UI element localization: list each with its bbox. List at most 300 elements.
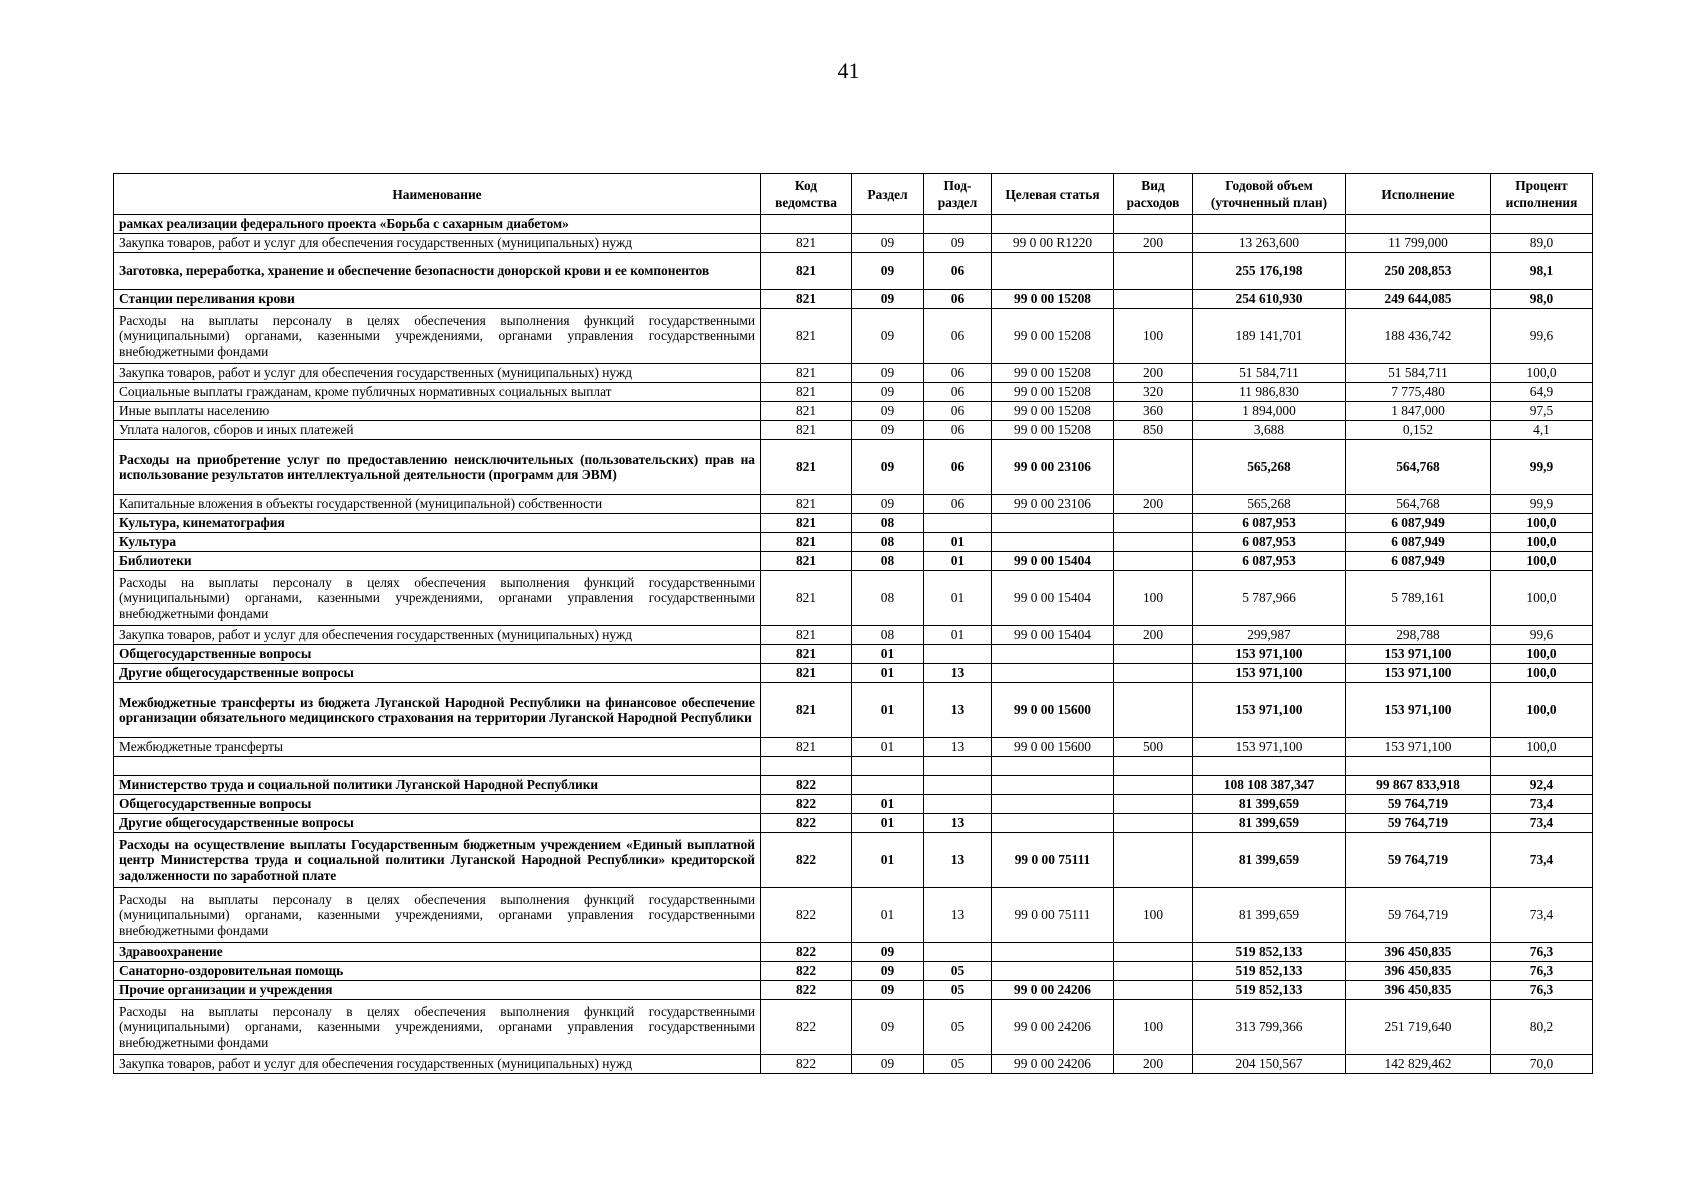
cell-ved: 821: [761, 364, 852, 383]
cell-pct: 100,0: [1491, 533, 1593, 552]
table-row: [114, 888, 1593, 943]
cell-csr: 99 0 00 75111: [992, 833, 1114, 888]
cell-vr: [1114, 757, 1193, 776]
cell-name: Иные выплаты населению: [114, 402, 761, 421]
cell-razdel: 09: [852, 962, 924, 981]
table-row: [114, 943, 1593, 962]
table-row: [114, 514, 1593, 533]
cell-razdel: 01: [852, 814, 924, 833]
cell-vr: 200: [1114, 1055, 1193, 1074]
cell-csr: 99 0 00 24206: [992, 1055, 1114, 1074]
cell-razdel: 09: [852, 309, 924, 364]
cell-vr: [1114, 776, 1193, 795]
cell-razdel: 01: [852, 683, 924, 738]
cell-fact: 59 764,719: [1346, 888, 1491, 943]
cell-podrazdel: 06: [924, 290, 992, 309]
cell-ved: [761, 757, 852, 776]
cell-vr: 320: [1114, 383, 1193, 402]
table-row: [114, 533, 1593, 552]
cell-pct: 64,9: [1491, 383, 1593, 402]
cell-ved: 822: [761, 814, 852, 833]
table-row: [114, 421, 1593, 440]
cell-razdel: 09: [852, 421, 924, 440]
cell-fact: 51 584,711: [1346, 364, 1491, 383]
cell-name: Закупка товаров, работ и услуг для обеспечения государственных (муниципальных) нужд: [114, 234, 761, 253]
cell-razdel: 09: [852, 253, 924, 290]
cell-plan: 565,268: [1193, 495, 1346, 514]
cell-podrazdel: 13: [924, 888, 992, 943]
cell-ved: 821: [761, 421, 852, 440]
cell-csr: [992, 514, 1114, 533]
table-row: [114, 364, 1593, 383]
cell-razdel: 08: [852, 533, 924, 552]
cell-pct: 73,4: [1491, 795, 1593, 814]
cell-fact: 99 867 833,918: [1346, 776, 1491, 795]
cell-csr: 99 0 00 15404: [992, 552, 1114, 571]
cell-podrazdel: [924, 943, 992, 962]
cell-name: Расходы на выплаты персоналу в целях обеспечения выполнения функций государственными (муниципальными) органами, казенными учреждениями, органами управления государственными внебюджетными фондами: [114, 571, 761, 626]
cell-pct: 100,0: [1491, 364, 1593, 383]
budget-execution-table: [113, 173, 1593, 1074]
table-row: [114, 290, 1593, 309]
cell-fact: [1346, 215, 1491, 234]
cell-csr: 99 0 00 24206: [992, 981, 1114, 1000]
cell-plan: [1193, 215, 1346, 234]
cell-name: Прочие организации и учреждения: [114, 981, 761, 1000]
cell-plan: 313 799,366: [1193, 1000, 1346, 1055]
cell-razdel: 09: [852, 364, 924, 383]
cell-csr: [992, 757, 1114, 776]
cell-pct: [1491, 757, 1593, 776]
cell-vr: 200: [1114, 626, 1193, 645]
table-row: [114, 757, 1593, 776]
header-csr: Целевая статья: [992, 174, 1114, 215]
cell-vr: [1114, 814, 1193, 833]
cell-fact: 153 971,100: [1346, 683, 1491, 738]
cell-razdel: 09: [852, 234, 924, 253]
cell-csr: 99 0 00 15208: [992, 364, 1114, 383]
cell-fact: 6 087,949: [1346, 552, 1491, 571]
cell-razdel: 08: [852, 552, 924, 571]
cell-plan: 6 087,953: [1193, 514, 1346, 533]
cell-vr: [1114, 833, 1193, 888]
table-row: [114, 776, 1593, 795]
table-row: [114, 645, 1593, 664]
cell-podrazdel: 01: [924, 571, 992, 626]
cell-fact: 59 764,719: [1346, 833, 1491, 888]
cell-csr: 99 0 00 R1220: [992, 234, 1114, 253]
cell-vr: 500: [1114, 738, 1193, 757]
cell-razdel: 09: [852, 440, 924, 495]
cell-vr: [1114, 962, 1193, 981]
cell-fact: 564,768: [1346, 495, 1491, 514]
cell-plan: 6 087,953: [1193, 552, 1346, 571]
cell-name: Закупка товаров, работ и услуг для обеспечения государственных (муниципальных) нужд: [114, 626, 761, 645]
cell-name: Другие общегосударственные вопросы: [114, 814, 761, 833]
cell-ved: 822: [761, 888, 852, 943]
cell-csr: [992, 943, 1114, 962]
cell-podrazdel: 06: [924, 495, 992, 514]
cell-razdel: 01: [852, 738, 924, 757]
table-row: [114, 440, 1593, 495]
cell-csr: 99 0 00 15600: [992, 738, 1114, 757]
cell-fact: 7 775,480: [1346, 383, 1491, 402]
cell-razdel: 08: [852, 514, 924, 533]
cell-razdel: 01: [852, 795, 924, 814]
cell-csr: [992, 533, 1114, 552]
cell-razdel: 09: [852, 943, 924, 962]
cell-vr: 360: [1114, 402, 1193, 421]
cell-pct: 4,1: [1491, 421, 1593, 440]
cell-plan: 81 399,659: [1193, 833, 1346, 888]
cell-podrazdel: 06: [924, 402, 992, 421]
cell-fact: 11 799,000: [1346, 234, 1491, 253]
cell-plan: 519 852,133: [1193, 962, 1346, 981]
cell-csr: 99 0 00 15404: [992, 571, 1114, 626]
cell-podrazdel: 09: [924, 234, 992, 253]
table-row: [114, 738, 1593, 757]
cell-vr: 200: [1114, 495, 1193, 514]
cell-podrazdel: [924, 776, 992, 795]
cell-plan: 81 399,659: [1193, 814, 1346, 833]
table-row: [114, 552, 1593, 571]
table-row: [114, 795, 1593, 814]
cell-fact: 142 829,462: [1346, 1055, 1491, 1074]
cell-pct: 99,9: [1491, 440, 1593, 495]
cell-plan: 255 176,198: [1193, 253, 1346, 290]
cell-vr: [1114, 253, 1193, 290]
cell-fact: 5 789,161: [1346, 571, 1491, 626]
cell-razdel: 09: [852, 402, 924, 421]
cell-podrazdel: 13: [924, 833, 992, 888]
cell-pct: 80,2: [1491, 1000, 1593, 1055]
cell-vr: [1114, 533, 1193, 552]
cell-pct: 73,4: [1491, 833, 1593, 888]
cell-podrazdel: 13: [924, 814, 992, 833]
cell-ved: [761, 215, 852, 234]
cell-razdel: 08: [852, 571, 924, 626]
cell-plan: 108 108 387,347: [1193, 776, 1346, 795]
cell-name: Капитальные вложения в объекты государственной (муниципальной) собственности: [114, 495, 761, 514]
cell-podrazdel: 06: [924, 364, 992, 383]
cell-ved: 821: [761, 552, 852, 571]
cell-pct: 100,0: [1491, 645, 1593, 664]
cell-csr: 99 0 00 15208: [992, 290, 1114, 309]
cell-razdel: 01: [852, 664, 924, 683]
cell-podrazdel: 05: [924, 1055, 992, 1074]
cell-name: Расходы на приобретение услуг по предоставлению неисключительных (пользовательских) прав на использование результатов интеллектуальной деятельности (программ для ЭВМ): [114, 440, 761, 495]
cell-pct: 98,0: [1491, 290, 1593, 309]
cell-plan: 81 399,659: [1193, 795, 1346, 814]
table-row: [114, 962, 1593, 981]
cell-razdel: 01: [852, 833, 924, 888]
cell-razdel: 09: [852, 1055, 924, 1074]
cell-plan: 204 150,567: [1193, 1055, 1346, 1074]
cell-name: [114, 757, 761, 776]
cell-vr: 200: [1114, 234, 1193, 253]
cell-fact: 153 971,100: [1346, 738, 1491, 757]
cell-pct: 99,6: [1491, 626, 1593, 645]
cell-ved: 822: [761, 776, 852, 795]
cell-fact: 249 644,085: [1346, 290, 1491, 309]
cell-csr: 99 0 00 24206: [992, 1000, 1114, 1055]
cell-vr: [1114, 943, 1193, 962]
cell-name: Санаторно-оздоровительная помощь: [114, 962, 761, 981]
header-fact: Исполнение: [1346, 174, 1491, 215]
table-row: [114, 683, 1593, 738]
cell-plan: 565,268: [1193, 440, 1346, 495]
cell-csr: [992, 814, 1114, 833]
cell-csr: [992, 664, 1114, 683]
cell-name: Межбюджетные трансферты из бюджета Луганской Народной Республики на финансовое обеспечение организации обязательного медицинского страхования на территории Луганской Народной Республики: [114, 683, 761, 738]
cell-name: Социальные выплаты гражданам, кроме публичных нормативных социальных выплат: [114, 383, 761, 402]
cell-razdel: 09: [852, 495, 924, 514]
cell-csr: 99 0 00 15404: [992, 626, 1114, 645]
cell-plan: 13 263,600: [1193, 234, 1346, 253]
cell-fact: 153 971,100: [1346, 645, 1491, 664]
cell-ved: 821: [761, 514, 852, 533]
cell-vr: [1114, 664, 1193, 683]
cell-fact: 396 450,835: [1346, 962, 1491, 981]
cell-fact: 251 719,640: [1346, 1000, 1491, 1055]
header-vr: Вид расходов: [1114, 174, 1193, 215]
cell-csr: 99 0 00 15208: [992, 383, 1114, 402]
cell-pct: 73,4: [1491, 814, 1593, 833]
cell-razdel: 09: [852, 1000, 924, 1055]
cell-vr: [1114, 440, 1193, 495]
cell-plan: 189 141,701: [1193, 309, 1346, 364]
cell-pct: 100,0: [1491, 664, 1593, 683]
cell-razdel: [852, 215, 924, 234]
cell-podrazdel: [924, 514, 992, 533]
cell-plan: 519 852,133: [1193, 981, 1346, 1000]
cell-podrazdel: 05: [924, 981, 992, 1000]
cell-ved: 822: [761, 1055, 852, 1074]
cell-ved: 821: [761, 683, 852, 738]
cell-csr: 99 0 00 15600: [992, 683, 1114, 738]
cell-csr: [992, 215, 1114, 234]
cell-plan: 6 087,953: [1193, 533, 1346, 552]
cell-pct: 70,0: [1491, 1055, 1593, 1074]
cell-name: Станции переливания крови: [114, 290, 761, 309]
cell-ved: 821: [761, 234, 852, 253]
cell-fact: 188 436,742: [1346, 309, 1491, 364]
cell-ved: 822: [761, 981, 852, 1000]
cell-fact: 564,768: [1346, 440, 1491, 495]
cell-ved: 821: [761, 309, 852, 364]
cell-podrazdel: 05: [924, 962, 992, 981]
table-row: [114, 309, 1593, 364]
cell-name: Здравоохранение: [114, 943, 761, 962]
cell-fact: 298,788: [1346, 626, 1491, 645]
cell-plan: [1193, 757, 1346, 776]
cell-csr: [992, 645, 1114, 664]
cell-ved: 821: [761, 645, 852, 664]
table-row: [114, 495, 1593, 514]
cell-ved: 821: [761, 664, 852, 683]
cell-csr: [992, 253, 1114, 290]
cell-ved: 821: [761, 626, 852, 645]
cell-pct: 100,0: [1491, 514, 1593, 533]
cell-name: Межбюджетные трансферты: [114, 738, 761, 757]
cell-razdel: 08: [852, 626, 924, 645]
cell-name: Расходы на выплаты персоналу в целях обеспечения выполнения функций государственными (муниципальными) органами, казенными учреждениями, органами управления государственными внебюджетными фондами: [114, 1000, 761, 1055]
header-pct: Процент исполнения: [1491, 174, 1593, 215]
cell-pct: 98,1: [1491, 253, 1593, 290]
cell-vr: 100: [1114, 309, 1193, 364]
cell-razdel: 01: [852, 888, 924, 943]
cell-ved: 821: [761, 533, 852, 552]
cell-podrazdel: [924, 645, 992, 664]
table-row: [114, 833, 1593, 888]
cell-podrazdel: 06: [924, 253, 992, 290]
cell-razdel: 09: [852, 981, 924, 1000]
cell-vr: [1114, 795, 1193, 814]
cell-pct: 89,0: [1491, 234, 1593, 253]
cell-fact: 153 971,100: [1346, 664, 1491, 683]
header-podrazdel: Под- раздел: [924, 174, 992, 215]
cell-plan: 11 986,830: [1193, 383, 1346, 402]
cell-plan: 153 971,100: [1193, 683, 1346, 738]
table-header-row: [114, 174, 1593, 215]
cell-fact: [1346, 757, 1491, 776]
cell-fact: 0,152: [1346, 421, 1491, 440]
table-row: [114, 215, 1593, 234]
cell-csr: 99 0 00 15208: [992, 402, 1114, 421]
cell-name: Общегосударственные вопросы: [114, 795, 761, 814]
cell-fact: 250 208,853: [1346, 253, 1491, 290]
cell-podrazdel: [924, 757, 992, 776]
cell-razdel: [852, 776, 924, 795]
cell-name: Заготовка, переработка, хранение и обеспечение безопасности донорской крови и ее компонентов: [114, 253, 761, 290]
cell-csr: [992, 962, 1114, 981]
cell-ved: 821: [761, 571, 852, 626]
cell-name: Расходы на выплаты персоналу в целях обеспечения выполнения функций государственными (муниципальными) органами, казенными учреждениями, органами управления государственными внебюджетными фондами: [114, 888, 761, 943]
cell-vr: 100: [1114, 1000, 1193, 1055]
cell-plan: 5 787,966: [1193, 571, 1346, 626]
cell-podrazdel: 13: [924, 738, 992, 757]
cell-razdel: 09: [852, 383, 924, 402]
cell-pct: [1491, 215, 1593, 234]
table-row: [114, 1000, 1593, 1055]
cell-plan: 1 894,000: [1193, 402, 1346, 421]
header-plan: Годовой объем (уточненный план): [1193, 174, 1346, 215]
cell-ved: 822: [761, 943, 852, 962]
cell-pct: 92,4: [1491, 776, 1593, 795]
cell-ved: 821: [761, 440, 852, 495]
cell-podrazdel: 06: [924, 421, 992, 440]
cell-fact: 59 764,719: [1346, 814, 1491, 833]
cell-csr: 99 0 00 15208: [992, 421, 1114, 440]
cell-razdel: [852, 757, 924, 776]
cell-ved: 821: [761, 290, 852, 309]
header-razdel: Раздел: [852, 174, 924, 215]
cell-podrazdel: [924, 795, 992, 814]
cell-plan: 299,987: [1193, 626, 1346, 645]
cell-plan: 254 610,930: [1193, 290, 1346, 309]
cell-plan: 153 971,100: [1193, 738, 1346, 757]
cell-fact: 6 087,949: [1346, 514, 1491, 533]
cell-name: Закупка товаров, работ и услуг для обеспечения государственных (муниципальных) нужд: [114, 364, 761, 383]
cell-csr: 99 0 00 15208: [992, 309, 1114, 364]
cell-plan: 81 399,659: [1193, 888, 1346, 943]
cell-ved: 822: [761, 962, 852, 981]
cell-fact: 1 847,000: [1346, 402, 1491, 421]
cell-ved: 821: [761, 253, 852, 290]
cell-fact: 396 450,835: [1346, 943, 1491, 962]
table-row: [114, 253, 1593, 290]
table-row: [114, 664, 1593, 683]
cell-fact: 59 764,719: [1346, 795, 1491, 814]
cell-name: Библиотеки: [114, 552, 761, 571]
table-row: [114, 383, 1593, 402]
header-ved: Код ведомства: [761, 174, 852, 215]
cell-ved: 821: [761, 383, 852, 402]
cell-vr: [1114, 645, 1193, 664]
cell-podrazdel: 06: [924, 309, 992, 364]
cell-name: Культура, кинематография: [114, 514, 761, 533]
cell-pct: 76,3: [1491, 981, 1593, 1000]
cell-podrazdel: 13: [924, 683, 992, 738]
table-row: [114, 981, 1593, 1000]
cell-ved: 822: [761, 795, 852, 814]
cell-pct: 97,5: [1491, 402, 1593, 421]
cell-podrazdel: 01: [924, 552, 992, 571]
cell-podrazdel: [924, 215, 992, 234]
cell-csr: [992, 776, 1114, 795]
cell-name: Уплата налогов, сборов и иных платежей: [114, 421, 761, 440]
cell-ved: 822: [761, 833, 852, 888]
cell-ved: 821: [761, 402, 852, 421]
cell-podrazdel: 06: [924, 440, 992, 495]
table-row: [114, 571, 1593, 626]
cell-plan: 519 852,133: [1193, 943, 1346, 962]
cell-vr: 850: [1114, 421, 1193, 440]
header-name: Наименование: [114, 174, 761, 215]
cell-plan: 153 971,100: [1193, 664, 1346, 683]
cell-vr: [1114, 683, 1193, 738]
cell-podrazdel: 05: [924, 1000, 992, 1055]
cell-pct: 100,0: [1491, 683, 1593, 738]
cell-vr: 100: [1114, 571, 1193, 626]
cell-name: Другие общегосударственные вопросы: [114, 664, 761, 683]
cell-name: рамках реализации федерального проекта «Борьба с сахарным диабетом»: [114, 215, 761, 234]
cell-ved: 821: [761, 495, 852, 514]
cell-plan: 3,688: [1193, 421, 1346, 440]
cell-csr: 99 0 00 23106: [992, 495, 1114, 514]
cell-vr: [1114, 215, 1193, 234]
cell-name: Расходы на выплаты персоналу в целях обеспечения выполнения функций государственными (муниципальными) органами, казенными учреждениями, органами управления государственными внебюджетными фондами: [114, 309, 761, 364]
cell-podrazdel: 01: [924, 533, 992, 552]
table-row: [114, 1055, 1593, 1074]
cell-fact: 396 450,835: [1346, 981, 1491, 1000]
cell-podrazdel: 01: [924, 626, 992, 645]
cell-vr: 100: [1114, 888, 1193, 943]
table-row: [114, 626, 1593, 645]
table-row: [114, 402, 1593, 421]
table-row: [114, 234, 1593, 253]
cell-vr: [1114, 290, 1193, 309]
cell-podrazdel: 13: [924, 664, 992, 683]
cell-name: Культура: [114, 533, 761, 552]
cell-vr: [1114, 552, 1193, 571]
cell-razdel: 01: [852, 645, 924, 664]
table-row: [114, 814, 1593, 833]
cell-pct: 99,6: [1491, 309, 1593, 364]
cell-podrazdel: 06: [924, 383, 992, 402]
cell-name: Закупка товаров, работ и услуг для обеспечения государственных (муниципальных) нужд: [114, 1055, 761, 1074]
cell-pct: 100,0: [1491, 571, 1593, 626]
